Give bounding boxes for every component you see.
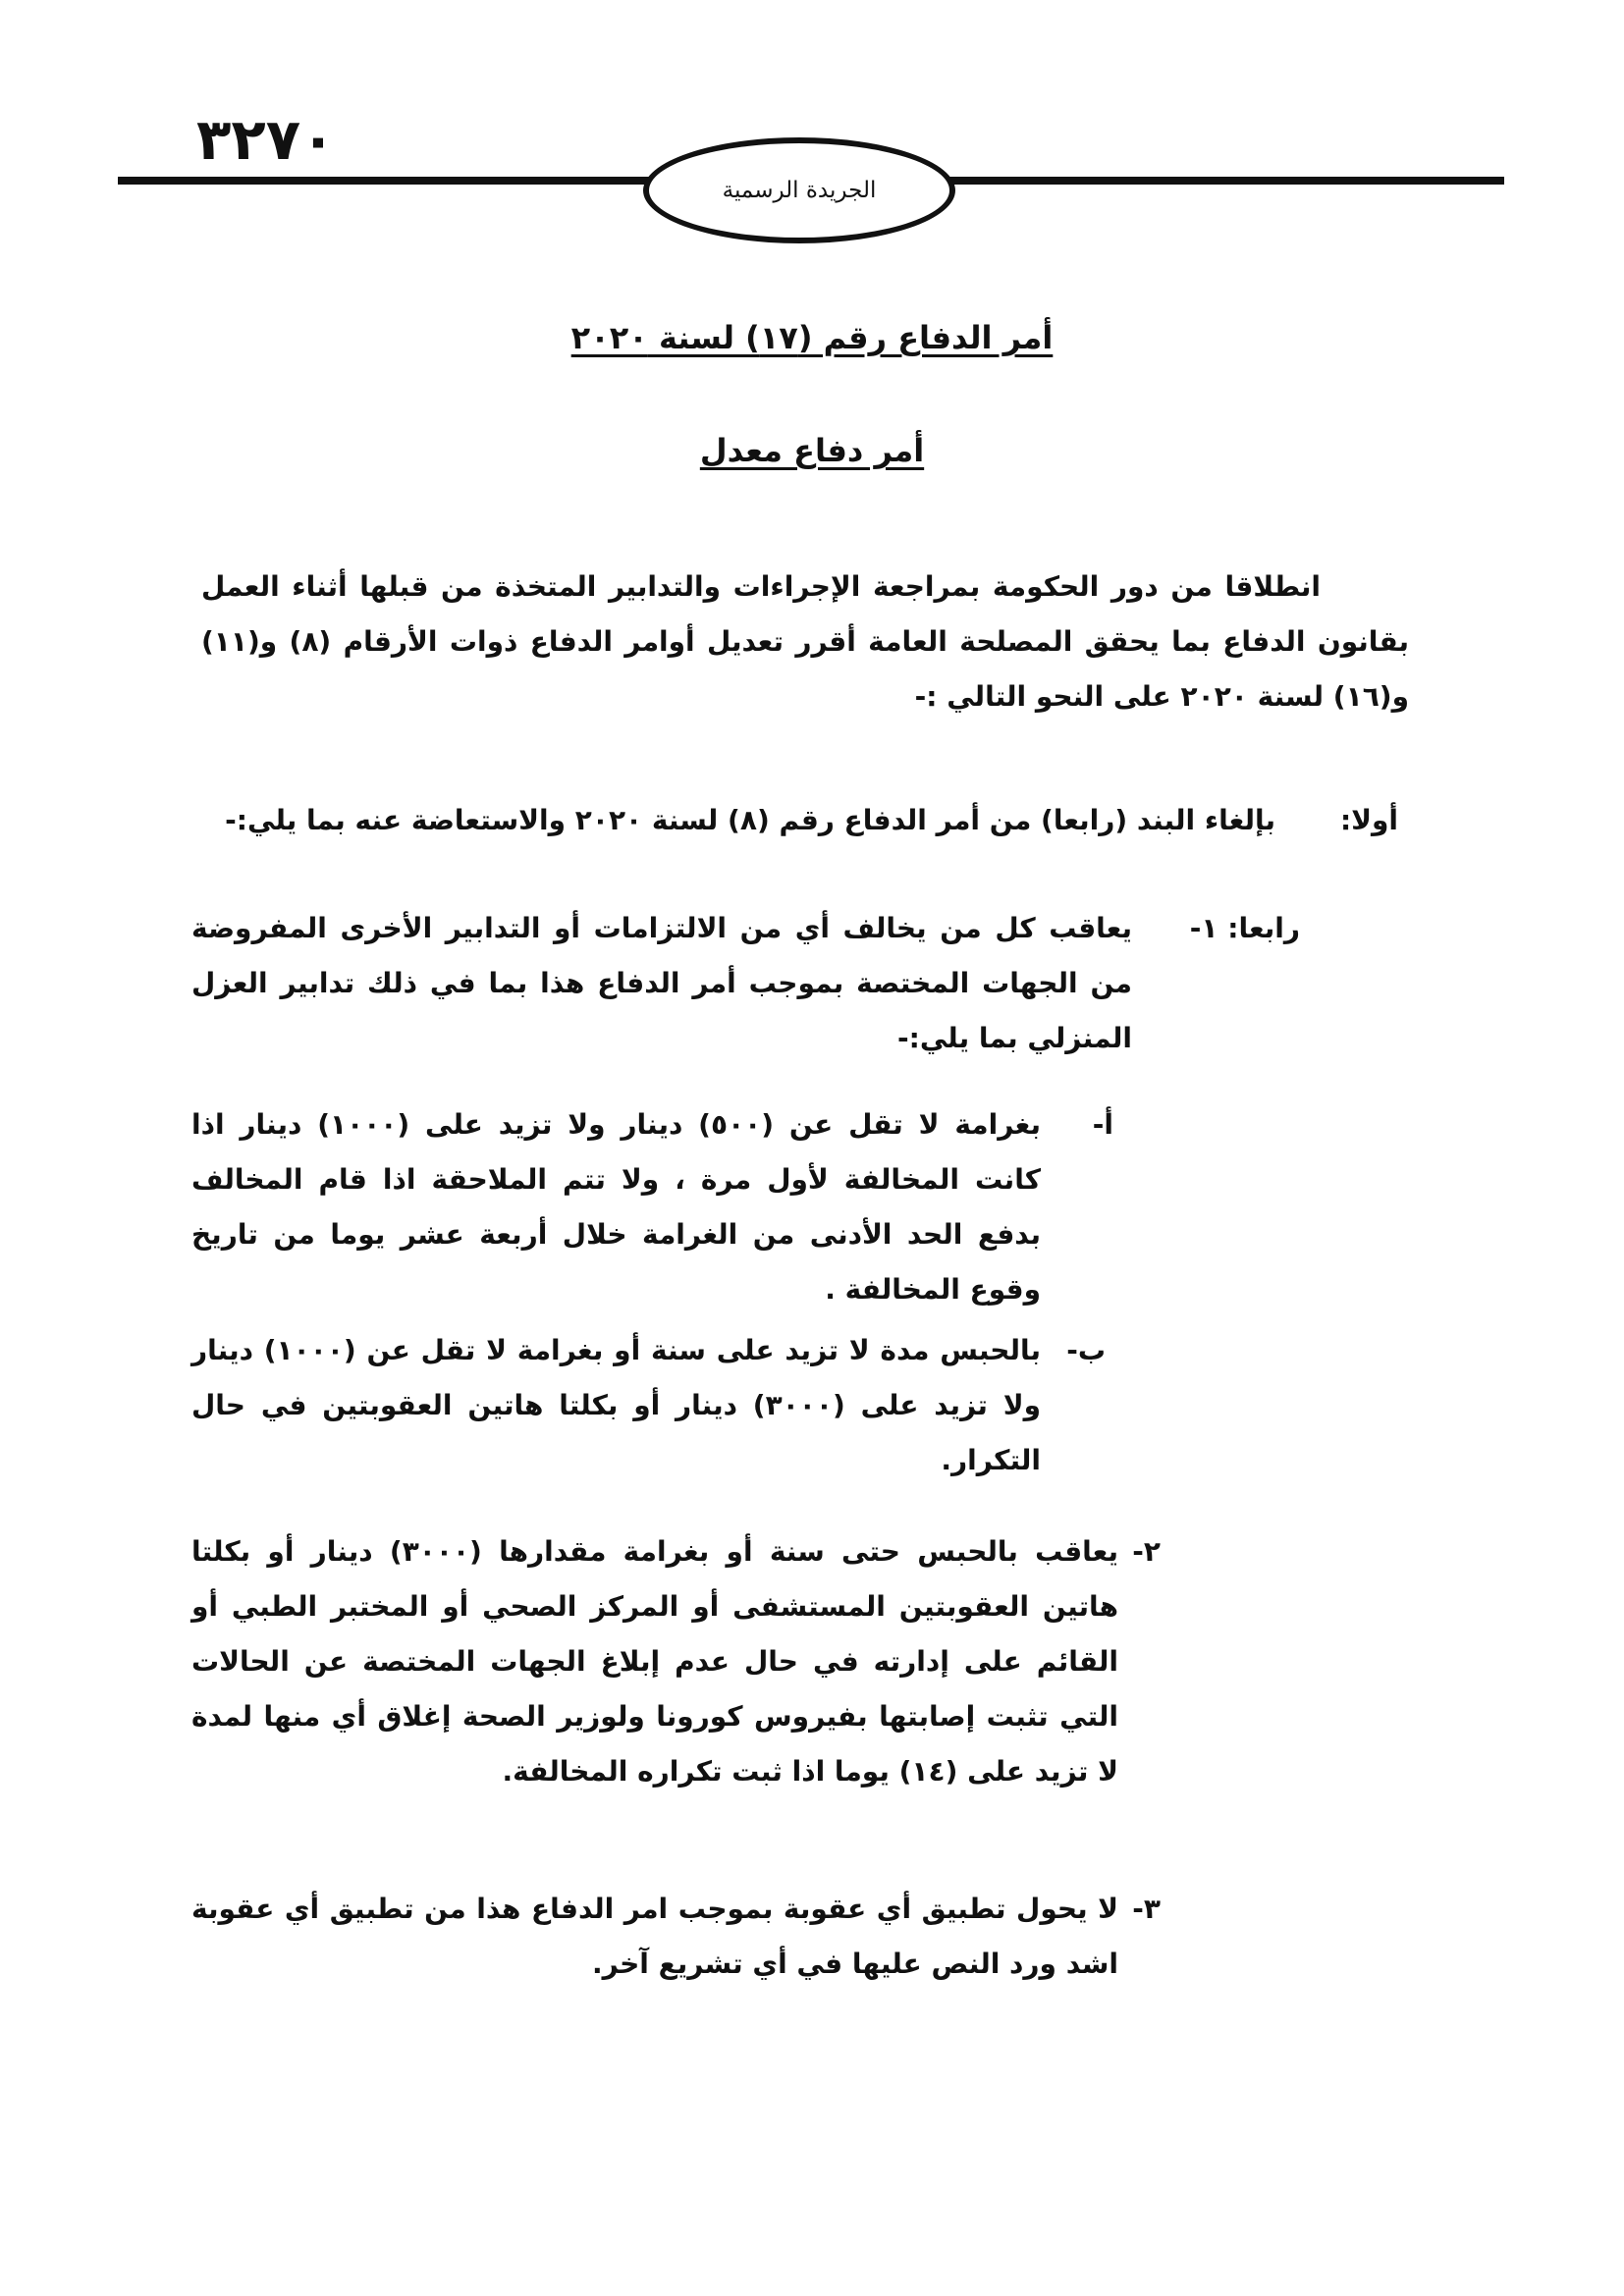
item-2-label: ٢- xyxy=(1132,1535,1161,1568)
item-2-text: يعاقب بالحبس حتى سنة أو بغرامة مقدارها (٣٠٠٠) دينار أو بكلتا هاتين العقوبتين المستشفى أو المركز الصحي أو المختبر الطبي أو القائم على إدارته في حال عدم إبلاغ الجهات المختصة عن الحالات التي تثبت إصابتها بفيروس كورونا ولوزير الصحة إغلاق أي منها لمدة لا تزيد على (١٤) يوما اذا ثبت تكراره المخالفة. xyxy=(191,1535,1118,1788)
page-number: ٣٢٧٠ xyxy=(196,106,336,173)
item-b-text: بالحبس مدة لا تزيد على سنة أو بغرامة لا تقل عن (١٠٠٠) دينار ولا تزيد على (٣٠٠٠) دينار أو بكلتا هاتين العقوبتين في حال التكرار. xyxy=(191,1334,1041,1476)
first-clause-text: بإلغاء البند (رابعا) من أمر الدفاع رقم (٨) لسنة ٢٠٢٠ والاستعاضة عنه بما يلي:- xyxy=(225,804,1275,836)
item-a-label: أ- xyxy=(1092,1108,1113,1141)
preamble-paragraph xyxy=(201,560,1409,724)
fourth-label: رابعا: ١- xyxy=(1189,912,1300,944)
gazette-oval xyxy=(643,137,955,243)
first-label: أولا: xyxy=(1339,804,1398,836)
order-title: أمر الدفاع رقم (١٧) لسنة ٢٠٢٠ xyxy=(570,319,1054,356)
item-a-text: بغرامة لا تقل عن (٥٠٠) دينار ولا تزيد على (١٠٠٠) دينار اذا كانت المخالفة لأول مرة ، ولا تتم الملاحقة اذا قام المخالف بدفع الحد الأدنى من الغرامة خلال أربعة عشر يوما من تاريخ وقوع المخالفة . xyxy=(191,1108,1041,1306)
gazette-name: الجريدة الرسمية xyxy=(722,178,877,203)
item-3-label: ٣- xyxy=(1132,1893,1161,1925)
preamble-text: انطلاقا من دور الحكومة بمراجعة الإجراءات والتدابير المتخذة من قبلها أثناء العمل بقانون الدفاع بما يحقق المصلحة العامة أقرر تعديل أوامر الدفاع ذوات الأرقام (٨) و(١١) و(١٦) لسنة ٢٠٢٠ على النحو التالي :- xyxy=(201,570,1409,713)
fourth-clause-text: يعاقب كل من يخالف أي من الالتزامات أو التدابير الأخرى المفروضة من الجهات المختصة بموجب أمر الدفاع هذا بما في ذلك تدابير العزل المنزلي بما يلي:- xyxy=(191,912,1132,1054)
order-subtitle: أمر دفاع معدل xyxy=(699,432,925,469)
item-3-text: لا يحول تطبيق أي عقوبة بموجب امر الدفاع هذا من تطبيق أي عقوبة اشد ورد النص عليها في أي تشريع آخر. xyxy=(191,1893,1118,1980)
item-b-label: ب- xyxy=(1066,1334,1106,1366)
